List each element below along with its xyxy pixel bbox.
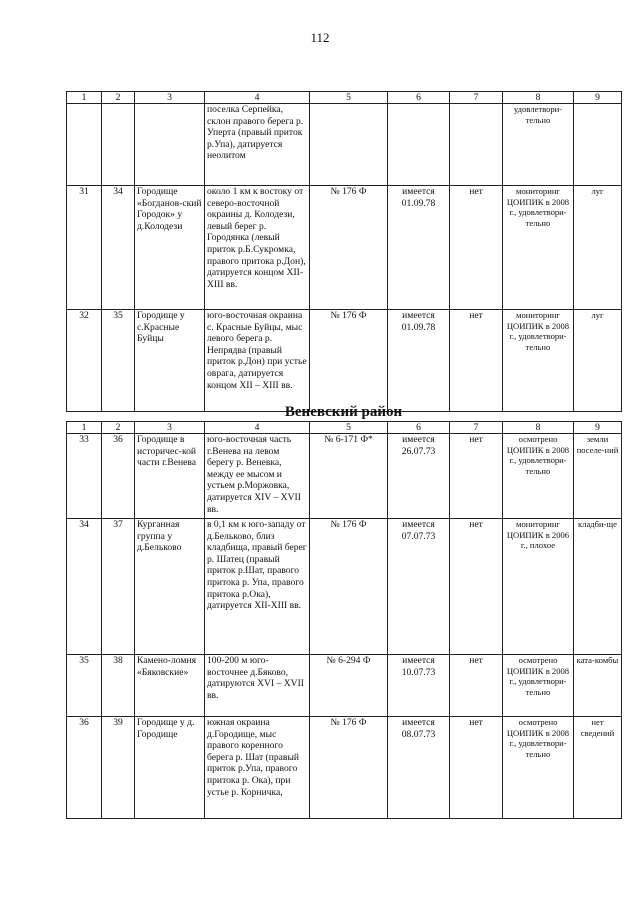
cell-row-number: 36 <box>67 717 102 819</box>
cell-document: № 176 Ф <box>310 186 388 310</box>
cell-monument-name: Городище в историчес-кой части г.Венева <box>135 434 205 519</box>
column-number: 8 <box>503 92 574 104</box>
cell-document: № 6-171 Ф* <box>310 434 388 519</box>
cell-monument-name: Курганная группа у д.Бельково <box>135 519 205 655</box>
table-row <box>67 519 622 655</box>
cell-land-use: кладби-ще <box>574 519 622 655</box>
cell-monument-name: Городище «Богданов-ский Городок» у д.Колодези <box>135 186 205 310</box>
column-number: 4 <box>205 92 310 104</box>
cell-document: № 176 Ф <box>310 519 388 655</box>
cell-land-use: земли поселе-ний <box>574 434 622 519</box>
monuments-table-continued <box>66 91 622 412</box>
column-number: 2 <box>102 92 135 104</box>
cell-monument-number: 39 <box>102 717 135 819</box>
cell-passport <box>388 104 450 186</box>
column-number: 7 <box>450 92 503 104</box>
cell-row-number: 32 <box>67 310 102 412</box>
cell-passport: имеется 01.09.78 <box>388 310 450 412</box>
column-number: 5 <box>310 92 388 104</box>
column-number: 8 <box>503 422 574 434</box>
cell-location: около 1 км к востоку от северо-восточной окраины д. Колодези, левый берег р. Городянка (левый приток р.Б.Сукромка, правого притока р.Дон), датируется концом XII-XIII вв. <box>205 186 310 310</box>
column-number: 6 <box>388 422 450 434</box>
cell-document <box>310 104 388 186</box>
cell-row-number <box>67 104 102 186</box>
cell-location: юго-восточная часть г.Венева на левом берегу р. Веневка, между ее мысом и устьем р.Моржовка, датируется XIV – XVII вв. <box>205 434 310 519</box>
cell-monument-number: 38 <box>102 655 135 717</box>
cell-boundaries: нет <box>450 310 503 412</box>
table-row <box>67 655 622 717</box>
table-row <box>67 186 622 310</box>
cell-boundaries <box>450 104 503 186</box>
cell-monument-name: Городище у с.Красные Буйцы <box>135 310 205 412</box>
cell-row-number: 33 <box>67 434 102 519</box>
section-title: Веневский район <box>284 404 403 420</box>
column-number: 1 <box>67 92 102 104</box>
table-row <box>67 310 622 412</box>
monuments-table <box>66 421 622 819</box>
cell-document: № 176 Ф <box>310 717 388 819</box>
cell-location: юго-восточная окраина с. Красные Буйцы, мыс левого берега р. Непрядва (правый приток р.Дон) при устье оврага, датируется концом XII – XIII вв. <box>205 310 310 412</box>
page-number: 112 <box>310 30 330 45</box>
column-number: 7 <box>450 422 503 434</box>
cell-land-use: ката-комбы <box>574 655 622 717</box>
column-number: 3 <box>135 92 205 104</box>
cell-condition: удовлетвори-тельно <box>503 104 574 186</box>
cell-monument-number <box>102 104 135 186</box>
table-row <box>67 434 622 519</box>
cell-boundaries: нет <box>450 655 503 717</box>
cell-condition: мониторинг ЦОИПИК в 2008 г., удовлетвори-тельно <box>503 310 574 412</box>
cell-passport: имеется 10.07.73 <box>388 655 450 717</box>
cell-boundaries: нет <box>450 434 503 519</box>
cell-boundaries: нет <box>450 519 503 655</box>
column-number: 3 <box>135 422 205 434</box>
cell-row-number: 34 <box>67 519 102 655</box>
table-row <box>67 717 622 819</box>
column-number: 9 <box>574 422 622 434</box>
cell-boundaries: нет <box>450 186 503 310</box>
column-number-row <box>67 92 622 104</box>
cell-land-use <box>574 104 622 186</box>
column-number: 5 <box>310 422 388 434</box>
cell-monument-name <box>135 104 205 186</box>
cell-boundaries: нет <box>450 717 503 819</box>
cell-passport: имеется 08.07.73 <box>388 717 450 819</box>
cell-condition: осмотрено ЦОИПИК в 2008 г., удовлетвори-тельно <box>503 717 574 819</box>
cell-row-number: 35 <box>67 655 102 717</box>
cell-land-use: луг <box>574 186 622 310</box>
cell-passport: имеется 01.09.78 <box>388 186 450 310</box>
cell-passport: имеется 26.07.73 <box>388 434 450 519</box>
cell-monument-name: Городище у д. Городище <box>135 717 205 819</box>
cell-condition: мониторинг ЦОИПИК в 2008 г., удовлетвори-тельно <box>503 186 574 310</box>
cell-monument-number: 37 <box>102 519 135 655</box>
column-number: 1 <box>67 422 102 434</box>
cell-condition: осмотрено ЦОИПИК в 2008 г., удовлетвори-тельно <box>503 434 574 519</box>
cell-condition: мониторинг ЦОИПИК в 2006 г., плохое <box>503 519 574 655</box>
column-number: 9 <box>574 92 622 104</box>
cell-passport: имеется 07.07.73 <box>388 519 450 655</box>
column-number-row <box>67 422 622 434</box>
cell-monument-number: 35 <box>102 310 135 412</box>
table-row <box>67 104 622 186</box>
cell-location: поселка Серпейка, склон правого берега р. Уперта (правый приток р.Упа), датируется неолитом <box>205 104 310 186</box>
cell-location: 100-200 м юго-восточнее д.Бяково, датируются XVI – XVII вв. <box>205 655 310 717</box>
column-number: 2 <box>102 422 135 434</box>
cell-location: южная окраина д.Городище, мыс правого коренного берега р. Шат (правый приток р.Упа, правого притока р. Ока), при устье р. Корничка, <box>205 717 310 819</box>
cell-condition: осмотрено ЦОИПИК в 2008 г., удовлетвори-тельно <box>503 655 574 717</box>
cell-document: № 176 Ф <box>310 310 388 412</box>
cell-monument-name: Камено-ломня «Бяковские» <box>135 655 205 717</box>
column-number: 6 <box>388 92 450 104</box>
cell-location: в 0,1 км к юго-западу от д.Бельково, близ кладбища, правый берег р. Шатец (правый приток р.Шат, правого притока р. Упа, правого притока р.Ока), датируется XII-XIII вв. <box>205 519 310 655</box>
cell-land-use: нет сведений <box>574 717 622 819</box>
cell-row-number: 31 <box>67 186 102 310</box>
cell-monument-number: 34 <box>102 186 135 310</box>
cell-document: № 6-294 Ф <box>310 655 388 717</box>
cell-monument-number: 36 <box>102 434 135 519</box>
column-number: 4 <box>205 422 310 434</box>
cell-land-use: луг <box>574 310 622 412</box>
